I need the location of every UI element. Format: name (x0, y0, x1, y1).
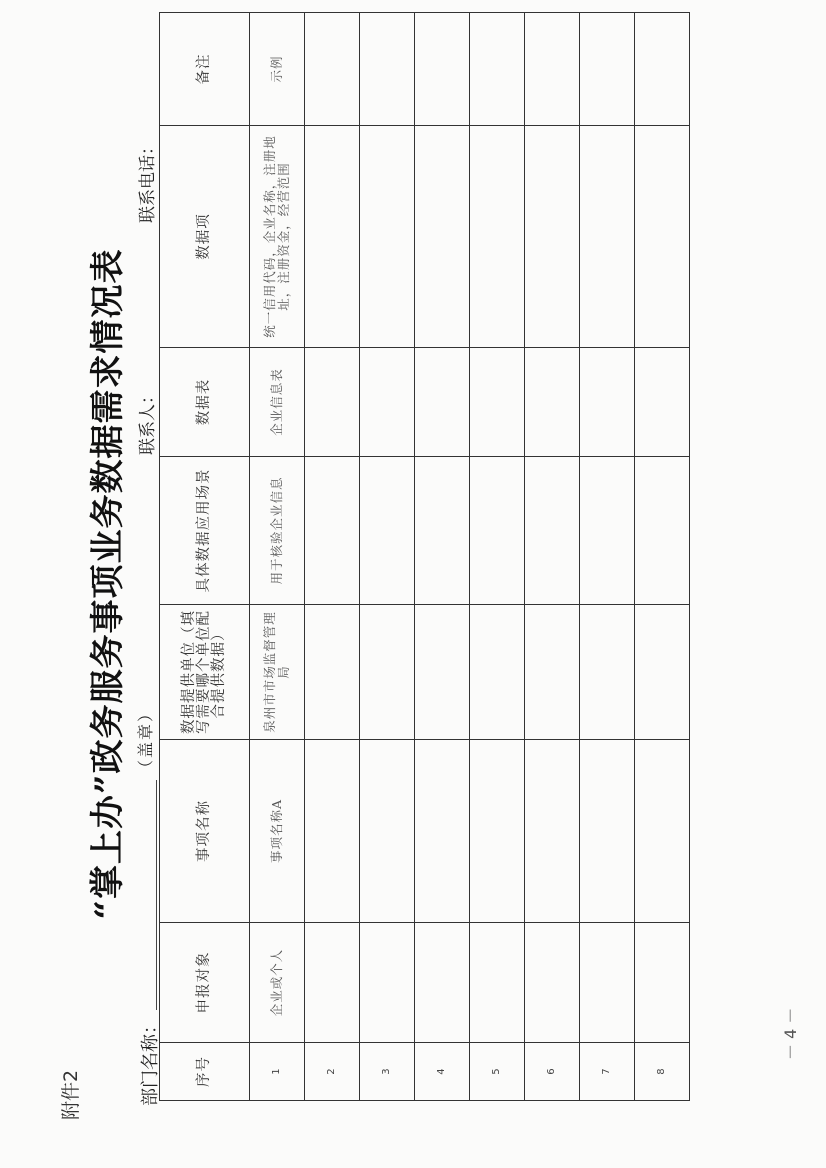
cell-applicant (525, 923, 580, 1043)
cell-use-scenario (360, 457, 415, 605)
cell-data-fields (525, 126, 580, 348)
cell-data-fields (305, 126, 360, 348)
cell-data-provider (580, 605, 635, 740)
cell-data-fields (360, 126, 415, 348)
header-applicant: 申报对象 (160, 923, 250, 1043)
header-remarks: 备注 (160, 13, 250, 126)
cell-data-table: 企业信息表 (250, 348, 305, 457)
cell-use-scenario (305, 457, 360, 605)
cell-item-name (305, 740, 360, 923)
table-row (360, 13, 415, 1101)
cell-index: 7 (580, 1043, 635, 1101)
cell-remarks (415, 13, 470, 126)
table-row (525, 13, 580, 1101)
cell-remarks: 示例 (250, 13, 305, 126)
dept-name-field-line (156, 780, 157, 1010)
contact-phone-label: 联系电话： (138, 138, 158, 223)
cell-applicant (415, 923, 470, 1043)
cell-remarks (635, 13, 690, 126)
cell-index: 4 (415, 1043, 470, 1101)
cell-applicant (580, 923, 635, 1043)
annex-label: 附件2 (60, 1069, 82, 1120)
page-title: “掌上办”政务服务事项业务数据需求情况表 (88, 248, 128, 920)
cell-remarks (360, 13, 415, 126)
cell-item-name (580, 740, 635, 923)
header-data-table: 数据表 (160, 348, 250, 457)
seal-note: （盖章） (136, 703, 155, 776)
cell-data-table (360, 348, 415, 457)
cell-index: 5 (470, 1043, 525, 1101)
cell-data-fields (635, 126, 690, 348)
header-data-fields: 数据项 (160, 126, 250, 348)
cell-item-name (470, 740, 525, 923)
cell-item-name (360, 740, 415, 923)
cell-use-scenario (635, 457, 690, 605)
cell-data-table (470, 348, 525, 457)
cell-data-table (415, 348, 470, 457)
cell-index: 8 (635, 1043, 690, 1101)
cell-item-name: 事项名称A (250, 740, 305, 923)
cell-use-scenario (525, 457, 580, 605)
cell-data-provider (360, 605, 415, 740)
cell-data-fields: 统一信用代码，企业名称，注册地址，注册资金，经营范围 (250, 126, 305, 348)
cell-index: 6 (525, 1043, 580, 1101)
table-row (470, 13, 525, 1101)
cell-item-name (525, 740, 580, 923)
cell-applicant (470, 923, 525, 1043)
data-requirements-table (159, 12, 690, 1101)
table-row (415, 13, 470, 1101)
header-data-provider: 数据提供单位（填写需要哪个单位配合提供数据） (160, 605, 250, 740)
header-use-scenario: 具体数据应用场景 (160, 457, 250, 605)
landscape-sheet (30, 0, 820, 1168)
cell-use-scenario (470, 457, 525, 605)
cell-data-fields (470, 126, 525, 348)
cell-applicant (305, 923, 360, 1043)
table-header-row (160, 13, 250, 1101)
cell-data-table (580, 348, 635, 457)
cell-remarks (525, 13, 580, 126)
cell-data-provider (305, 605, 360, 740)
cell-applicant (635, 923, 690, 1043)
cell-applicant (360, 923, 415, 1043)
cell-use-scenario (415, 457, 470, 605)
cell-data-fields (580, 126, 635, 348)
cell-data-table (635, 348, 690, 457)
contact-person-label: 联系人： (138, 387, 158, 455)
dept-name-label: 部门名称： (140, 1016, 161, 1106)
cell-data-table (525, 348, 580, 457)
cell-item-name (635, 740, 690, 923)
page-number: － 4 － (781, 1007, 800, 1060)
cell-use-scenario (580, 457, 635, 605)
cell-data-provider (525, 605, 580, 740)
cell-data-provider (415, 605, 470, 740)
table-row (250, 13, 305, 1101)
cell-remarks (580, 13, 635, 126)
cell-remarks (305, 13, 360, 126)
cell-data-provider (470, 605, 525, 740)
table-row (305, 13, 360, 1101)
cell-index: 2 (305, 1043, 360, 1101)
cell-remarks (470, 13, 525, 126)
header-index: 序号 (160, 1043, 250, 1101)
table-row (580, 13, 635, 1101)
cell-index: 1 (250, 1043, 305, 1101)
cell-data-provider (635, 605, 690, 740)
cell-data-fields (415, 126, 470, 348)
cell-item-name (415, 740, 470, 923)
table-row (635, 13, 690, 1101)
cell-use-scenario: 用于核验企业信息 (250, 457, 305, 605)
cell-index: 3 (360, 1043, 415, 1101)
cell-data-provider: 泉州市市场监督管理局 (250, 605, 305, 740)
cell-applicant: 企业或个人 (250, 923, 305, 1043)
header-item-name: 事项名称 (160, 740, 250, 923)
cell-data-table (305, 348, 360, 457)
